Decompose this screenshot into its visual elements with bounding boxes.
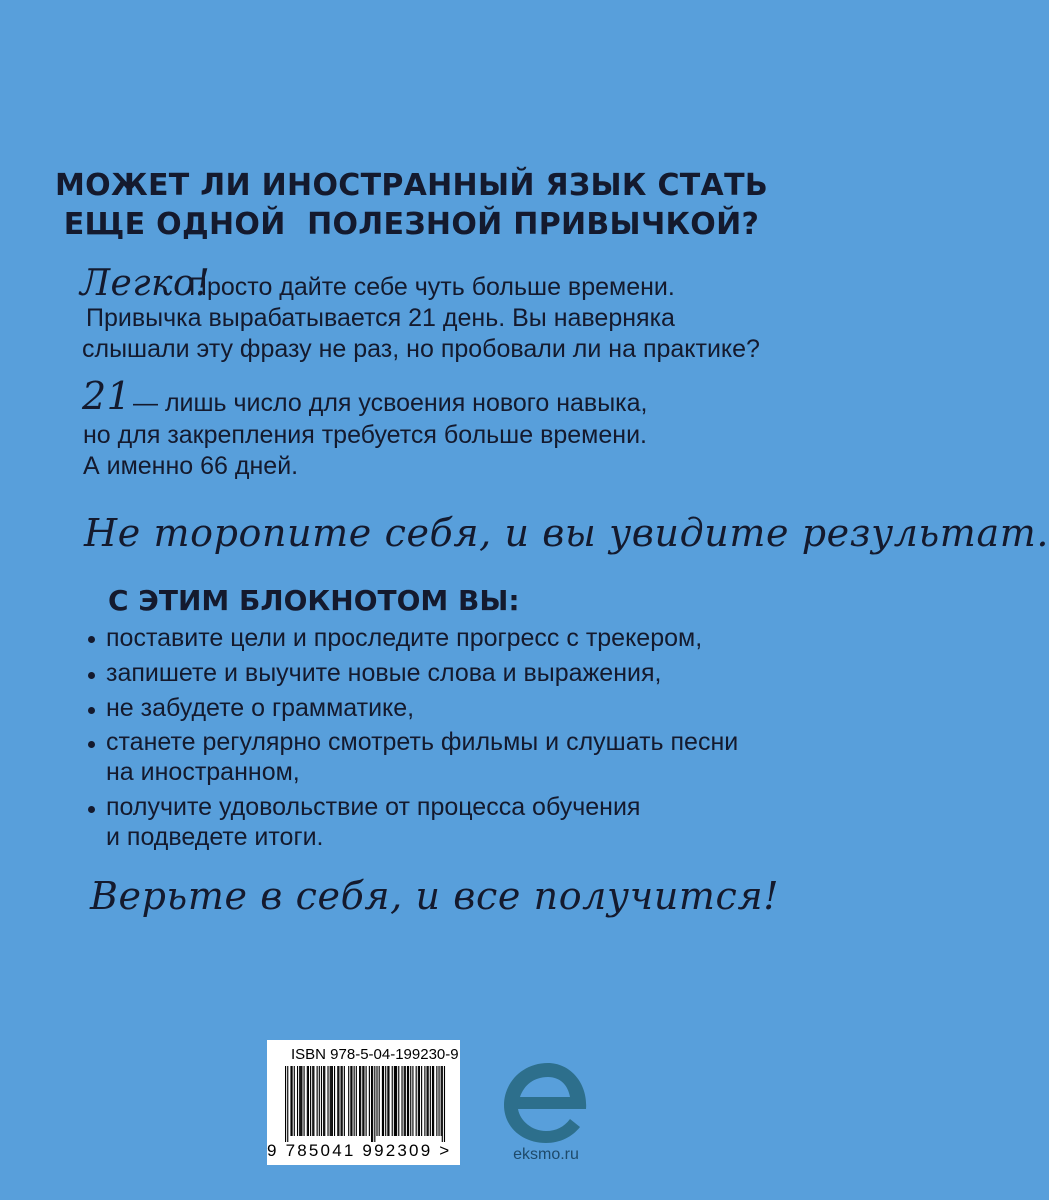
- barcode-bar: [419, 1066, 420, 1136]
- publisher-url: eksmo.ru: [513, 1146, 579, 1163]
- barcode-bar: [356, 1066, 357, 1136]
- motto-1: Не торопите себя, и вы увидите результат.: [84, 511, 1049, 555]
- barcode-bar: [359, 1066, 360, 1136]
- fact-line-2: но для закрепления требуется больше времени.: [83, 421, 647, 449]
- barcode-label: [267, 1040, 460, 1165]
- barcode-bar: [379, 1066, 380, 1136]
- headline-line-2: ЕЩЕ ОДНОЙ ПОЛЕЗНОЙ ПРИВЫЧКОЙ?: [63, 207, 760, 242]
- barcode-bar: [441, 1066, 442, 1136]
- headline-line-1: МОЖЕТ ЛИ ИНОСТРАННЫЙ ЯЗЫК СТАТЬ: [55, 168, 768, 203]
- barcode-bar: [308, 1066, 309, 1136]
- barcode-bar: [418, 1066, 419, 1136]
- barcode-bar: [392, 1066, 393, 1136]
- barcode-bar: [438, 1066, 439, 1136]
- isbn-text: ISBN 978-5-04-199230-9: [291, 1046, 459, 1063]
- barcode-bar: [331, 1066, 332, 1136]
- benefit-item-3: не забудете о грамматике,: [106, 694, 415, 722]
- benefit-item-2: запишете и выучите новые слова и выражения,: [106, 659, 662, 687]
- barcode-bar: [395, 1066, 396, 1136]
- barcode-bar: [334, 1066, 335, 1136]
- barcode-bar: [385, 1066, 386, 1136]
- fact-script-number: 21: [82, 374, 132, 418]
- barcode-bar: [374, 1066, 375, 1142]
- barcode-bar: [444, 1066, 445, 1142]
- barcode-bar: [321, 1066, 322, 1136]
- barcode-bar: [408, 1066, 409, 1136]
- barcode-bar: [404, 1066, 405, 1136]
- barcode-bar: [317, 1066, 318, 1136]
- barcode-bar: [341, 1066, 342, 1136]
- barcode-bar: [300, 1066, 301, 1136]
- barcode-bar: [401, 1066, 402, 1136]
- barcode-bar: [363, 1066, 364, 1136]
- barcode-bar: [366, 1066, 367, 1136]
- benefit-item-1: поставите цели и проследите прогресс с трекером,: [106, 624, 703, 652]
- barcode-bar: [372, 1066, 373, 1142]
- barcode-bar: [310, 1066, 311, 1136]
- barcode-bar: [327, 1066, 328, 1136]
- barcode-bar: [350, 1066, 351, 1136]
- barcode-bar: [324, 1066, 325, 1136]
- barcode-bar: [405, 1066, 406, 1136]
- barcode-bar: [394, 1066, 395, 1136]
- bullet-dot: [88, 707, 95, 714]
- barcode-bar: [360, 1066, 361, 1136]
- barcode-bars: [285, 1066, 445, 1142]
- barcode-bar: [371, 1066, 372, 1142]
- fact-line-1: — лишь число для усвоения нового навыка,: [133, 389, 648, 417]
- barcode-bar: [387, 1066, 388, 1136]
- barcode-bar: [290, 1066, 291, 1136]
- barcode-bar: [382, 1066, 383, 1136]
- barcode-bar: [312, 1066, 313, 1136]
- motto-2: Верьте в себя, и все получится!: [90, 874, 780, 918]
- bullet-dot: [88, 672, 95, 679]
- benefit-item-4-cont: на иностранном,: [106, 758, 300, 786]
- barcode-bar: [430, 1066, 431, 1136]
- barcode-bar: [398, 1066, 399, 1136]
- eksmo-logo-icon: [496, 1057, 596, 1147]
- barcode-bar: [354, 1066, 355, 1136]
- barcode-bar: [407, 1066, 408, 1136]
- benefit-item-5-cont: и подведете итоги.: [106, 823, 324, 851]
- barcode-bar: [436, 1066, 437, 1136]
- barcode-bar: [410, 1066, 411, 1136]
- intro-line-1: Просто дайте себе чуть больше времени.: [189, 273, 675, 301]
- barcode-bar: [307, 1066, 308, 1136]
- ean-digits: 9 785041 992309 >: [267, 1141, 452, 1160]
- barcode-bar: [362, 1066, 363, 1136]
- barcode-bar: [383, 1066, 384, 1136]
- barcode-bar: [442, 1066, 443, 1142]
- intro-script-word: Легко!: [80, 263, 211, 304]
- barcode-bar: [376, 1066, 377, 1136]
- barcode-bar: [292, 1066, 293, 1136]
- barcode-bar: [304, 1066, 305, 1136]
- barcode-bar: [369, 1066, 370, 1136]
- fact-line-3: А именно 66 дней.: [83, 452, 299, 480]
- barcode-bar: [301, 1066, 302, 1136]
- barcode-bar: [424, 1066, 425, 1136]
- barcode-bar: [351, 1066, 352, 1136]
- barcode-bar: [313, 1066, 314, 1136]
- barcode-bar: [421, 1066, 422, 1136]
- barcode-bar: [330, 1066, 331, 1136]
- barcode-bar: [338, 1066, 339, 1136]
- barcode-bar: [299, 1066, 300, 1136]
- bullet-dot: [88, 741, 95, 748]
- barcode-bar: [433, 1066, 434, 1136]
- barcode-bar: [319, 1066, 320, 1136]
- barcode-bar: [348, 1066, 349, 1136]
- barcode-bar: [388, 1066, 389, 1136]
- barcode-bar: [432, 1066, 433, 1136]
- barcode-bar: [332, 1066, 333, 1136]
- barcode-bar: [427, 1066, 428, 1136]
- benefit-item-5: получите удовольствие от процесса обучения: [106, 793, 641, 821]
- barcode-bar: [287, 1066, 288, 1142]
- barcode-bar: [323, 1066, 324, 1136]
- barcode-bar: [285, 1066, 286, 1142]
- bullet-dot: [88, 636, 95, 643]
- barcode-bar: [342, 1066, 343, 1136]
- barcode-bar: [294, 1066, 295, 1136]
- barcode-bar: [412, 1066, 413, 1136]
- intro-line-2: Привычка вырабатывается 21 день. Вы наверняка: [86, 304, 675, 332]
- benefits-heading: С ЭТИМ БЛОКНОТОМ ВЫ:: [108, 584, 520, 617]
- intro-line-3: слышали эту фразу не раз, но пробовали ли на практике?: [82, 335, 760, 363]
- barcode-bar: [428, 1066, 429, 1136]
- barcode-bar: [344, 1066, 345, 1136]
- benefit-item-4: станете регулярно смотреть фильмы и слушать песни: [106, 728, 739, 756]
- barcode-bar: [396, 1066, 397, 1136]
- barcode-bar: [337, 1066, 338, 1136]
- bullet-dot: [88, 806, 95, 813]
- barcode-bar: [416, 1066, 417, 1136]
- barcode-bar: [297, 1066, 298, 1136]
